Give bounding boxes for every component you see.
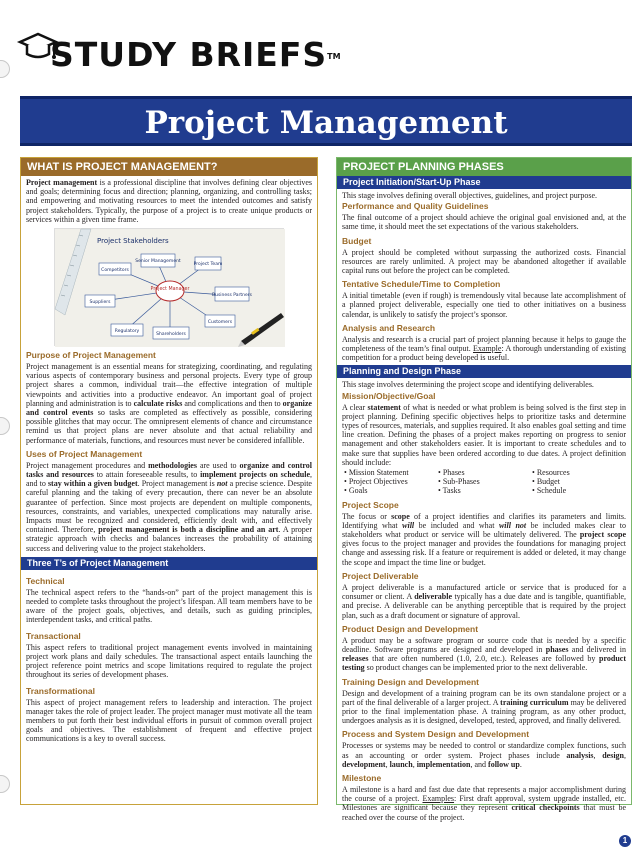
budget-paragraph: A project should be completed without surpassing the authorized costs. Financial resources are rarely unlimited. A project may be abandoned altogether if available capital runs out before the project can be completed. — [342, 247, 626, 276]
punch-hole — [0, 775, 10, 793]
budget-heading: Budget — [342, 235, 372, 246]
list-item: • Budget — [532, 477, 626, 486]
left-column — [20, 157, 318, 805]
brand-name: STUDY BRIEFS™ — [50, 35, 341, 74]
purpose-heading: Purpose of Project Management — [26, 350, 156, 361]
initiation-heading: Project Initiation/Start-Up Phase — [337, 176, 631, 189]
brand-logo — [18, 30, 341, 78]
diagram-node: Project Team — [193, 262, 223, 268]
list-item: • Mission Statement — [344, 468, 438, 477]
diagram-node: Business Partners — [212, 293, 252, 299]
transformational-paragraph: This aspect of project management refers to leadership and interaction. The project manager takes the role of project leader. The project manager must motivate all the team members to put forth their best individual efforts in pursuit of common overall project goals and objectives. The establishment of frequent and effective project communications is a key to overall success. — [26, 697, 312, 744]
section-heading: PROJECT PLANNING PHASES — [337, 158, 631, 176]
list-item: • Project Objectives — [344, 477, 438, 486]
scope-paragraph: The focus or scope of a project identifies and clarifies its parameters and limits. Identifying what will be included and what will not be included makes clear to stakeholders what product or service will be ultimately delivered. The project scope gives focus to the project manager and provides the foundations for managing project change and assessing risk. If a feature or requirement is added or deleted, it may change the scope and impact the time line or budget. — [342, 511, 627, 567]
transactional-paragraph: This aspect refers to traditional project management events involved in maintaining project work plans and daily schedules. The transactional aspect entails launching the project reference point metrics and scope limitations required to regulate the project throughout its series of development phases. — [26, 642, 312, 680]
purpose-paragraph: Project management is an essential means for strategizing, coordinating, and regulating various aspects of contemporary business and personal projects. Every type of group project shares a common, individual trait—the effective integration of multiple viewpoints and activities into a productive endeavor. An important goal of project planning and administration is to calculate risks and complications and then to organize and control events so tasks are completed as effectively as possible, considering possible glitches that may occur. The omnipresent elements of chance and circumstance remind us that project plans are never absolute and that actual reliability and performance of materials, functions, and resources must never be considered infallible. — [26, 362, 312, 445]
punch-hole — [0, 60, 10, 78]
analysis-paragraph: Analysis and research is a crucial part of project planning because it helps to gauge the completeness of the team’s final output. Example: A thorough understanding of existing competition for a product being developed is useful. — [342, 334, 626, 363]
transactional-heading: Transactional — [26, 630, 81, 641]
diagram-heading: Project Stakeholders — [97, 237, 169, 246]
deliverable-heading: Project Deliverable — [342, 570, 419, 581]
stakeholders-diagram — [54, 228, 284, 346]
tentative-paragraph: A initial timetable (even if rough) is tremendously vital because late accomplishment of a planned project deliverable, especially one tied to other initiatives on a business calendar, is unlikely to satisfy the project’s sponsor. — [342, 291, 626, 319]
intro-paragraph: Project management is a professional discipline that involves defining clear objectives and goals; determining focus and direction; planning, organizing, and controlling tasks; and empowering and motivating resources to meet the intended outcomes and satisfy project stakeholders. Typically, the purpose of a project is to create unique products or services within a given time frame. — [26, 178, 312, 224]
list-item: • Schedule — [532, 486, 626, 495]
right-column — [336, 157, 632, 822]
diagram-node: Shareholders — [156, 332, 186, 338]
definition-list — [342, 468, 626, 496]
planning-heading: Planning and Design Phase — [337, 365, 631, 378]
punch-hole — [0, 417, 10, 435]
list-item: • Sub-Phases — [438, 477, 532, 486]
deliverable-paragraph: A project deliverable is a manufactured article or service that is produced for a consumer or client. A deliverable typically has a due date and is tangible, quantifiable, and precise. A deliverable can be anything perceptible that is required by the project plan, such as a draft document or signature of approval. — [342, 582, 626, 620]
training-paragraph: Design and development of a training program can be its own standalone project or a part of the final deliverable of a larger project. A training curriculum may be delivered prior to the final implementation phase. A training program, as any other product, undergoes analysis as it is designed, developed, tested, approved, and finally delivered. — [342, 688, 626, 726]
planning-intro: This stage involves determining the project scope and identifying deliverables. — [342, 380, 594, 390]
mission-heading: Mission/Objective/Goal — [342, 390, 436, 401]
scope-heading: Project Scope — [342, 499, 399, 510]
training-heading: Training Design and Development — [342, 676, 479, 687]
product-paragraph: A product may be a software program or source code that is needed by a specific deadline. Software programs are designed and developed in phases and delivered in releases that are often numbered (1.0, 2.0, etc.). Releases are followed by product testing so product changes can be implemented prior to the next deliverable. — [342, 635, 626, 673]
list-item: • Phases — [438, 468, 532, 477]
uses-paragraph: Project management procedures and methodologies are used to organize and control tasks and resources to attain foreseeable results, to implement projects on schedule, and to stay within a given budget. Project management is not a precise science. Despite careful planning and the taking of every precaution, there can never be an absolute guarantee of perfection. Since most projects are dependent on multiple components, resources, constraints, and variables, unexpected complications may naturally arise. Impacts must be recognized and considered, efficiently dealt with, and effectively contained. Therefore, project management is both a discipline and an art. A proper strategic approach with checks and balances increases the probability of attaining success and delivering value to the project stakeholders. — [26, 460, 312, 553]
performance-heading: Performance and Quality Guidelines — [342, 201, 489, 212]
technical-heading: Technical — [26, 575, 65, 586]
diagram-center: Project Manager — [150, 287, 190, 293]
diagram-node: Competitors — [101, 268, 129, 274]
diagram-node: Regulatory — [114, 329, 140, 335]
performance-paragraph: The final outcome of a project should achieve the original goal envisioned and, at the same time, it should meet the set expectations of the various stakeholders. — [342, 213, 626, 232]
diagram-node: Senior Management — [135, 259, 181, 265]
page-number: 1 — [619, 835, 631, 847]
diagram-node: Suppliers — [89, 300, 111, 306]
process-heading: Process and System Design and Development — [342, 729, 530, 740]
list-item: • Goals — [344, 486, 438, 495]
milestone-paragraph: A milestone is a hard and fast due date that represents a major accomplishment during the course of a project. Examples: First draft approval, system upgrade installed, etc. Milestones are significant because they represent critical checkpoints that must be reached over the course of the project. — [342, 784, 627, 822]
section-heading: WHAT IS PROJECT MANAGEMENT? — [21, 158, 317, 176]
technical-paragraph: The technical aspect refers to the “hands-on” part of the project management this is needed to complete tasks throughout the project’s lifespan. All team members have to be aware of the project goals, objectives, and details, such as guiding principles, interdependent tasks, and critical paths. — [26, 587, 312, 625]
three-ts-heading: Three T’s of Project Management — [21, 557, 317, 570]
milestone-heading: Milestone — [342, 772, 382, 783]
mission-paragraph: A clear statement of what is needed or what problem is being solved is the first step in project planning. Defining specific objectives helps to prioritize tasks and determine types of resources, materials, and supplies required. It also enables goal setting and time line creation. Defining the phases of a project makes reporting on progress to senior management and other stakeholders easier. It is important to create schedules and to make sure that supplies have been ordered according to due dates. A project definition should include: — [342, 402, 627, 467]
process-paragraph: Processes or systems may be needed to control or standardize complex functions, such as an accounting or order system. Project phases include analysis, design, development, launch, implementation, and follow up. — [342, 741, 626, 769]
list-item: • Resources — [532, 468, 626, 477]
list-item: • Tasks — [438, 486, 532, 495]
uses-heading: Uses of Project Management — [26, 448, 143, 459]
title-banner — [20, 96, 632, 146]
diagram-node: Customers — [207, 320, 233, 326]
page-title: Project Management — [144, 105, 508, 141]
tentative-heading: Tentative Schedule/Time to Completion — [342, 279, 501, 290]
analysis-heading: Analysis and Research — [342, 322, 436, 333]
initiation-intro: This stage involves defining overall objectives, guidelines, and project purpose. — [342, 191, 598, 200]
transformational-heading: Transformational — [26, 685, 95, 696]
product-heading: Product Design and Development — [342, 623, 479, 634]
